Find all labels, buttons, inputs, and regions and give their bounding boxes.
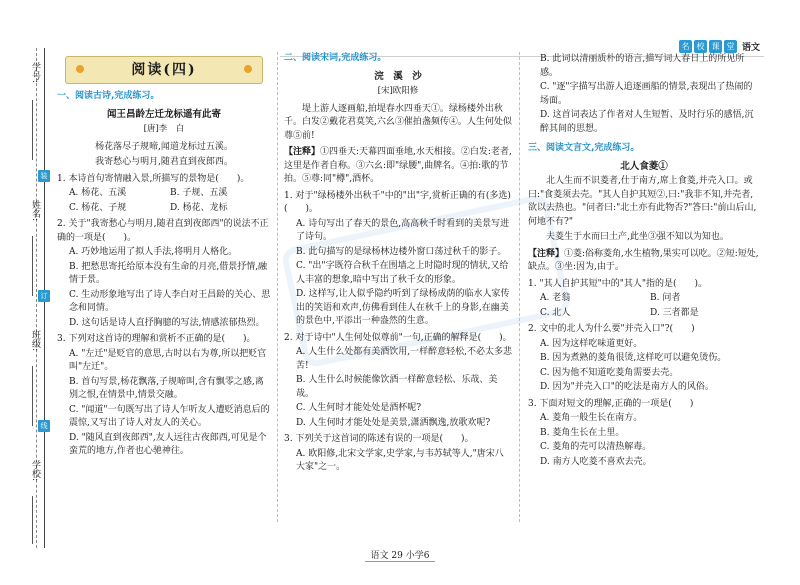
annotation [284,146,512,187]
option[interactable]: B. 菱角生长在土里。 [540,427,625,438]
poem-text: 堤上游人逐画船,拍堤春水四垂天①。绿杨楼外出秋千。白发②戴花君莫笑,六幺③催拍盏频传④。人生何处似尊⑤前! [284,103,512,141]
section-heading: 一、阅读古诗,完成练习。 [57,91,160,101]
option[interactable]: A. 巧妙地运用了拟人手法,将明月人格化。 [69,247,238,257]
option[interactable]: A. 欧阳修,北宋文学家,史学家,与韦苏轼等人,"唐宋八大家"之一。 [296,448,504,472]
option[interactable]: B. 此词以清丽质朴的语言,描写词人春日上的所见所感。 [540,54,745,78]
option[interactable]: A. 杨花、五溪 [69,188,127,198]
option[interactable]: A. 诗句写出了春天的景色,高高秋千时看到的美景写进了诗句。 [296,218,510,242]
page-title: 阅读(四) [65,56,263,84]
class-blank [32,366,33,426]
option[interactable]: B. 因为煮熟的菱角很烫,这样吃可以避免烫伤。 [540,353,727,363]
option[interactable]: B. 首句写景,杨花飘落,子规啼叫,含有飘零之感,离别之恨,在情景中,情景交融。 [69,376,264,400]
option[interactable]: A. "左迁"是贬官的意思,古时以右为尊,所以把贬官叫"左迁"。 [69,348,267,372]
annotation [528,248,760,275]
option-row [540,307,760,321]
option[interactable]: A. 人生什么处都有美酒饮用,一样醉意轻松,不必太多悲苦! [296,347,512,371]
poem-line: 我寄愁心与明月,随君直到夜郎西。 [95,157,233,167]
option[interactable]: D. "随风直到夜郎西",友人远往古夜郎西,可见是个蛮荒的地方,作者也心驰神往。 [69,432,267,456]
poem-title: 浣 溪 沙 [374,70,422,82]
page-number: 语文 29 小学6 [365,551,436,562]
name-label: 姓名: [30,200,40,222]
question: 3. 下列关于这首词的陈述有误的一项是( )。 [284,434,474,444]
option[interactable]: D. 南方人吃菱不喜欢去壳。 [540,456,652,467]
option[interactable]: C. 因为他不知道吃菱角需要去壳。 [540,367,679,378]
option[interactable]: D. 这样写,让人似乎隐约听到了绿杨成荫的临水人家传出的笑语和欢声,仿佛看到佳人在秋千上的身影,在幽美的景色中,平添出一种盎然的生意。 [296,289,510,326]
column-1 [57,52,271,460]
poem-author: [宋]欧阳修 [377,86,419,96]
passage-paragraph: 北人生而不识菱者,仕于南方,席上食菱,并壳入口。或曰:"食菱须去壳。"其人自护其短②,曰:"我非不知,并壳者,欲以去热也。"问者曰:"北土亦有此物否?"答曰:"前山后山,何地不有?" [528,176,757,227]
question: 1. "其人自护其短"中的"其人"指的是( )。 [528,278,708,289]
question: 1. 本诗首句寄情融入景,所描写的景物是( )。 [57,173,250,184]
passage-paragraph: 夫菱生于水而曰土产,此坐③强不知以为知也。 [546,232,729,242]
question: 3. 下列对这首诗的理解和赏析不正确的是( )。 [57,334,256,344]
question: 2. 关于"我寄愁心与明月,随君直到夜郎西"的说法不正确的一项是( )。 [57,219,269,243]
option[interactable]: D. 三者都是 [650,307,699,318]
question: 3. 下面对短文的理解,正确的一项是( ) [528,398,694,409]
subject-label: 语文 [741,43,760,53]
class-label: 班级: [30,330,40,352]
logo-box: 校 [694,40,707,53]
column-2 [284,52,512,476]
annotation-text: ①菱:俗称菱角,水生植物,果实可以吃。②短:短处,缺点。③坐:因为,由于。 [528,248,759,272]
option[interactable]: A. 因为这样吃味道更好。 [540,338,643,349]
school-label: 学校: [30,460,40,482]
binding-margin [0,0,52,585]
question: 2. 对于诗中"人生何处似尊前"一句,正确的解释是( )。 [284,332,512,343]
option-row [69,202,271,216]
binding-tag-ding: 订 [38,290,50,302]
section-heading: 二、阅读宋词,完成练习。 [284,53,387,63]
question: 2. 文中的北人为什么要"并壳入口"?( ) [528,324,695,334]
student-number-label: 学号: [30,62,40,84]
option-row [540,292,760,306]
text-title: 北人食菱① [620,160,668,172]
student-number-blank [32,100,33,160]
binding-tag-xian: 线 [38,420,50,432]
option[interactable]: D. 杨花、龙标 [170,202,228,213]
option[interactable]: B. 问者 [650,293,681,303]
column-3 [528,52,760,470]
logo-box: 堂 [724,40,737,53]
option[interactable]: C. "逐"字描写出游人追逐画船的情景,表现出了热闹的场面。 [540,82,753,106]
option-row [69,187,271,201]
option[interactable]: B. 子规、五溪 [170,188,228,198]
poem-author: [唐]李 白 [143,124,185,134]
page-footer [0,548,800,561]
option[interactable]: C. 生动形象地写出了诗人李白对王昌龄的关心、思念和同情。 [69,289,271,313]
option[interactable]: B. 人生什么时候能像饮酒一样醉意轻松、乐哉、美哉。 [296,375,498,399]
option[interactable]: C. 北人 [540,307,571,318]
option[interactable]: C. "闻道"一句既写出了诗人乍听友人遭贬消息后的震惊,又写出了诗人对友人的关心。 [69,404,270,428]
logo-box: 名 [679,40,692,53]
option[interactable]: D. 这句话是诗人直抒胸臆的写法,情感浓郁热烈。 [69,317,265,328]
poem-title: 闻王昌龄左迁龙标遥有此寄 [106,108,221,120]
column-divider [519,52,520,522]
option[interactable]: D. 因为"并壳入口"的吃法是南方人的风俗。 [540,382,714,392]
annotation-label: 【注释】 [528,248,565,259]
section-heading: 三、阅读文言文,完成练习。 [528,143,640,153]
option[interactable]: A. 菱角一般生长在南方。 [540,413,643,423]
option[interactable]: C. 杨花、子规 [69,202,127,213]
logo-box: 课 [709,40,722,53]
poem-line: 杨花落尽子规啼,闻道龙标过五溪。 [95,141,233,152]
option[interactable]: B. 此句描写的是绿杨林边楼外窗口荡过秋千的影子。 [296,246,507,257]
column-divider [277,52,278,522]
option[interactable]: D. 这首词表达了作者对人生短暂、及时行乐的感悟,沉醉其间的思想。 [540,110,754,134]
annotation-text: ①四垂天:天幕四面垂地,水天相接。②白发:老者,这里是作者自称。③六幺:即"绿腰",曲牌名。④拍:歌的节拍。⑤尊:同"樽",酒杯。 [284,147,512,184]
name-blank [32,236,33,296]
option[interactable]: D. 人生何时才能处处是美景,潇洒飘逸,放歌欢呢? [296,417,491,428]
annotation-label: 【注释】 [284,147,321,157]
binding-tag-zhuang: 装 [38,170,50,182]
option[interactable]: B. 把愁思寄托给原本没有生命的月亮,借景抒情,融情于景。 [69,261,268,285]
option[interactable]: C. 菱角的壳可以清热解毒。 [540,442,652,452]
option[interactable]: C. 人生何时才能处处是酒杯呢? [296,403,422,413]
school-blank [32,496,33,544]
option[interactable]: A. 老翁 [540,293,571,303]
question: 1. 对于"绿杨楼外出秋千"中的"出"字,赏析正确的有(多选)( )。 [284,190,511,214]
option[interactable]: C. "出"字既符合秋千在围墙之上时隐时现的情状,又给人丰富的想象,暗中写出了秋千女的形象。 [296,261,509,285]
